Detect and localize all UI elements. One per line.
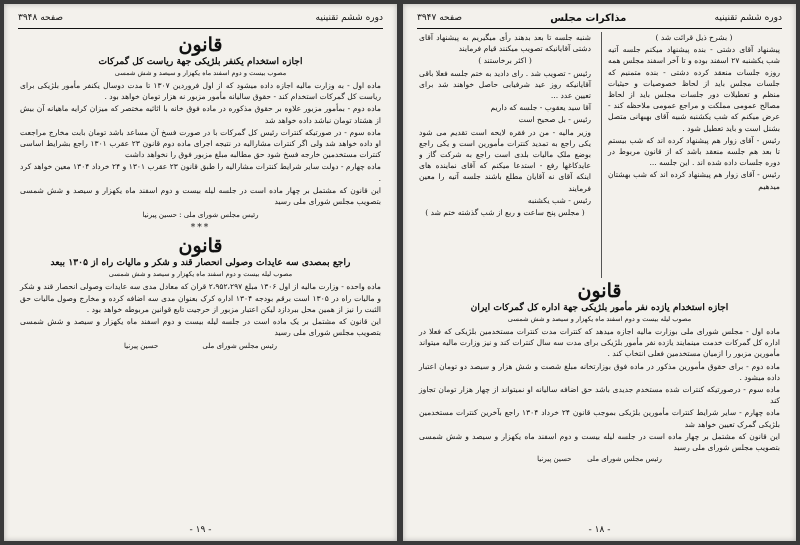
debate-columns [419, 32, 780, 278]
law-article: ماده چهارم - دولت سایر شرایط کنترات مشارالیه را طبق قانون ۲۳ عقرب ۱۳۰۱ و ۲۴ خرداد ۱۳۰۴ معین خواهد کرد . [20, 162, 381, 183]
law-enactment: این قانون که مشتمل بر چهار ماده است در جلسه لیله بیست و دوم اسفند ماه یکهزار و سیصد و شش شمسی بتصویب مجلس شورای ملی رسید [419, 431, 780, 453]
vote-note: ( اکثر برخاستند ) [478, 56, 532, 66]
law-article: ماده سوم - درصورتیکه کنترات شده مستخدم جدیدی باشد حق اضافه سالیانه او نمیتواند از چهار هزار تومان تجاوز کند [419, 385, 780, 406]
page-header [18, 10, 383, 29]
law-approval-date: مصوب لیله بیست و دوم اسفند ماه یکهزار و سیصد و شش شمسی [507, 315, 692, 323]
page-footer-number: - ۱۹ - [189, 525, 212, 535]
page-number-label: صفحه ۳۹۴۸ [18, 13, 64, 23]
debate-paragraph: رئیس - تصویب شد . رای دادید به ختم جلسه فعلا باقی آقایانیکه روز عید شرفیابی حاصل خواهند شد برای تعیین عدد ... [419, 68, 591, 101]
debate-paragraph: شنبه جلسه تا بعد بدهند رأی میگیریم به پیشنهاد آقای دشتی آقایانیکه تصویب میکنند قیام فرمایند [419, 33, 591, 54]
debate-paragraph: آقا سید یعقوب - جلسه که داریم [490, 103, 591, 113]
page-body [20, 32, 381, 519]
left-page [4, 4, 397, 541]
debate-paragraph: رئیس - شب یکشنبه [527, 195, 591, 205]
header-center: مذاکرات مجلس [550, 12, 627, 24]
debate-paragraph: رئیس - آقای زوار هم پیشنهاد کرده اند که شب بهشتان میدهیم [608, 170, 780, 191]
page-header [417, 10, 782, 29]
signature-name: حسین پیرنیا [123, 342, 159, 351]
law-article: ماده اول - به وزارت مالیه اجازه داده میشود که از اول فروردین ۱۳۰۷ تا مدت دوسال یکنفر مأمور بلژیکی برای ریاست کل گمرکات استخدام کند - حقوق سالیانه مأمور مزبور نه هزار تومان خواهد بود . [20, 81, 381, 102]
debate-paragraph: رئیس - آقای زوار هم پیشنهاد کرده اند که شب بیستم تا بعد هم جلسه منعقد باشد که از قانون مربوط در دوره جلسات داده شده اند . این جلسه ... [608, 135, 780, 168]
reading-note: ( بشرح ذیل قرائت شد ) [655, 33, 733, 42]
law-signature [20, 341, 381, 352]
session-close-note: ( مجلس پنج ساعت و ربع از شب گذشته ختم شد ) [425, 208, 585, 218]
law-enactment: این قانون که مشتمل بر چهار ماده است در جلسه لیله بیست و دوم اسفند ماه یکهزار و سیصد و شش شمسی بتصویب مجلس شورای ملی رسید [20, 185, 381, 207]
right-page [403, 4, 796, 541]
debate-column-left [419, 32, 591, 278]
law-subtitle: راجع بمصدی سه عایدات وصولی انحصار قند و شکر و مالیات راه از ۱۳۰۵ ببعد [50, 257, 351, 269]
law-article: ماده واحده - وزارت مالیه از اول ۱۳۰۶ مبلغ ۲،۹۵۲،۲۹۷ قران که معادل مدی سه عایدات وصولی انحصار قند و شکر و مالیات راه در ۱۳۰۵ است برقم بودجه ۱۳۰۴ اداره کرک بعنوان مدی سه اضافه کرده و مخارج وصول مالیات حق الثبت را نیز از همین محل ببردازد لیکن اعتبار مزبور از حرجیت تابع قوانین مربوطه خواهد بود . [20, 282, 381, 314]
law-title: قانون [178, 235, 223, 258]
session-label: دوره ششم تقنینیه [315, 13, 383, 23]
debate-column-right [601, 32, 780, 278]
law-enactment: این قانون که مشتمل بر یک ماده است در جلسه لیله بیست و دوم اسفند ماه یکهزار و سیصد و شش شمسی بتصویب مجلس شورای ملی رسید [20, 317, 381, 338]
section-separator: *** [190, 223, 211, 234]
law-article: ماده اول - مجلس شورای ملی بوزارت مالیه اجازه میدهد که کنترات مدت کنترات مستخدمین بلژیکی که فعلا در اداره کل گمرکات خدمت مینمایند یازده نفر مأمور بلژیکی برای مدت سه سال کنترات کند و نیز وزارت مالیه میتواند مأمورین مزبور را ازمیان مستخدمین فعلی انتخاب کند . [419, 327, 780, 359]
debate-paragraph: رئیس - بل صحیح است [518, 115, 591, 125]
law-signature: رئیس مجلس شورای ملی حسین پیرنیا [537, 455, 662, 464]
law-article: ماده چهارم - سایر شرایط کنترات مأمورین بلژیکی بموجب قانون ۲۴ خرداد ۱۳۰۴ راجع بآخرین کنترات مستخدمین بلژیکی گمرک تعیین خواهد شد [419, 408, 780, 429]
law-title: قانون [577, 280, 622, 302]
law-approval-date: مصوب لیله بیست و دوم اسفند ماه یکهزار و سیصد و شش شمسی [108, 270, 293, 279]
debate-paragraph: پیشنهاد آقای دشتی - بنده پیشنهاد میکنم جلسه آتیه شب یکشنبه ۲۷ اسفند بوده و تا آخر اسفند مجلس همه روزه جلسات منعقد کرده دشتی - بنده متمنیم که جلسات مجلس باید از لحاظ خصوصیات و حیثیات منظم و تعطیلات دور جلسات مجلس باید از لحاظ مصالح عمومی مملکت و مراجع عمومی ملاحظه کند - عرض میکنم که شب یکشنبه شبیه آقای بهبهانی متصل بشنل است و باید تعطیل شود . [608, 45, 780, 133]
law-subtitle: اجازه استخدام یکنفر بلژیکی جهة ریاست کل گمرکات [98, 56, 303, 67]
page-number-label: صفحه ۳۹۴۷ [417, 13, 463, 23]
law-subtitle: اجازه استخدام یازده نفر مأمور بلژیکی جهة اداره کل گمرکات ایران [470, 302, 729, 313]
page-footer-number: - ۱۸ - [588, 525, 611, 535]
law-title: قانون [178, 34, 223, 56]
debate-paragraph: وزیر مالیه - من در فقره لایحه است تقدیم می شود یکی راجع به تمدید کنترات مأمورین است و یکی راجع بوضع ملک مالیات بلدی است راجع به شرکت گاز و عایدکاغها رفع - استدعا میکنم که آقای نماینده های اینکه آقای نه آقایان مطلع باشند جلسه آتیه را معین فرمایند [419, 127, 591, 193]
session-label: دوره ششم تقنینیه [714, 13, 782, 23]
page-body [419, 32, 780, 519]
law-article: ماده سوم - در صورتیکه کنترات رئیس کل گمرکات با در صورت فسخ آن مساعد باشد تومان بابت مخارج مراجعت او داده خواهد شد ولی اگر کنترات مشارالیه در نتیجه اجرای ماده دوم قانون ۲۳ عقرب ۱۳۰۱ راجع بشرایط اساسی کنترات مستخدمین خارجه فسخ شود حق مطالبه مبلغ مزبور فوق را نخواهد داشت [20, 127, 381, 160]
law-signature: رئیس مجلس شورای ملی : حسین پیرنیا [142, 211, 259, 220]
law-approval-date: مصوب بیست و دوم اسفند ماه یکهزار و سیصد و شش شمسی [114, 69, 287, 77]
law-article: ماده دوم - برای حقوق مأمورین مذکور در ماده فوق بوزارتخانه مبلغ شصت و شش هزار و سیصد دو تومان اعتبار داده میشود . [419, 361, 780, 382]
law-article: ماده دوم - بمأمور مزبور علاوه بر حقوق مذکوره در ماده فوق خانه با اثاثیه مختصر که میزان کرایه ماهیانه آن بیش از هشتاد تومان نباشد داده خواهد شد [20, 104, 381, 125]
signature-title: رئیس مجلس شورای ملی [202, 342, 278, 351]
